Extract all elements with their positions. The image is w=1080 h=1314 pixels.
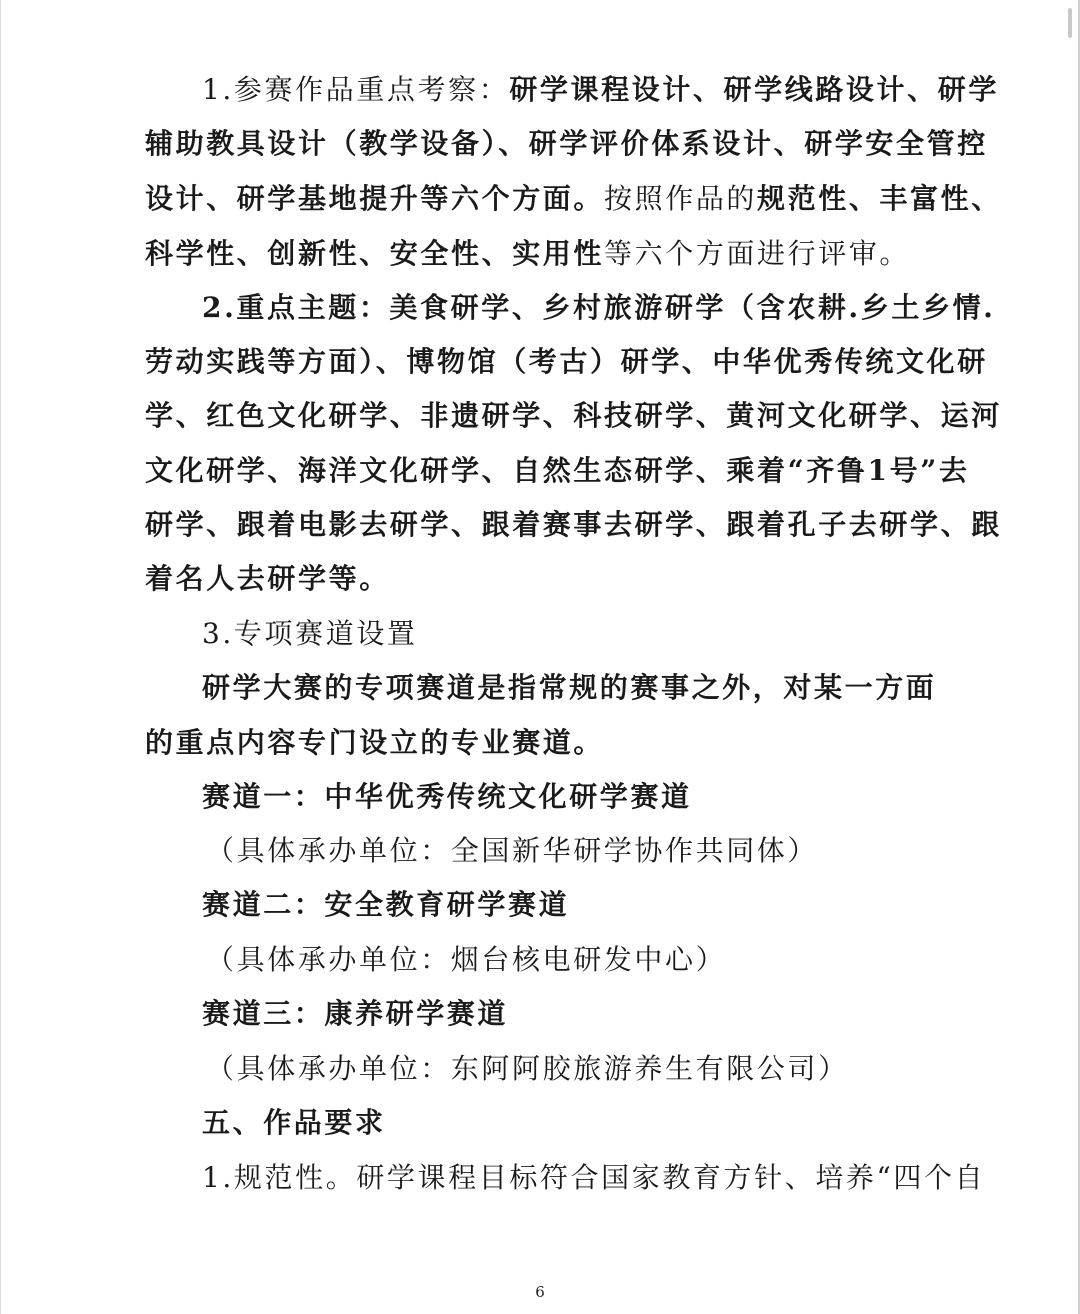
text-run: 辅助教具设计（教学设备）、研学评价体系设计、研学安全管控 xyxy=(145,127,988,160)
page-number: 6 xyxy=(535,1283,545,1301)
item3-desc-line-2: 的重点内容专门设立的专业赛道。 xyxy=(145,726,605,759)
section-5-heading: 五、作品要求 xyxy=(202,1106,386,1139)
text-run: 研学课程设计、研学线路设计、研学 xyxy=(509,73,999,106)
section-5-item1-line: 1.规范性。研学课程目标符合国家教育方针、培养“四个自 xyxy=(202,1161,986,1194)
item1-line-1 xyxy=(202,70,999,110)
item3-desc-line-1: 研学大赛的专项赛道是指常规的赛事之外，对某一方面 xyxy=(202,671,937,704)
text-run: 按照作品的 xyxy=(604,182,758,215)
item1-line-4 xyxy=(145,234,910,274)
track-3-host: （具体承办单位：东阿阿胶旅游养生有限公司） xyxy=(206,1052,849,1085)
item2-line-4: 文化研学、海洋文化研学、自然生态研学、乘着“齐鲁1号”去 xyxy=(145,454,970,487)
track-2-host: （具体承办单位：烟台核电研发中心） xyxy=(206,943,727,976)
text-run: 1.参赛作品重点考察： xyxy=(202,73,510,106)
track-1-host: （具体承办单位：全国新华研学协作共同体） xyxy=(206,834,819,867)
track-3-title: 赛道三：康养研学赛道 xyxy=(202,997,509,1030)
text-run: 等六个方面进行评审。 xyxy=(604,237,911,270)
item2-line-1: 2.重点主题：美食研学、乡村旅游研学（含农耕.乡土乡情. xyxy=(202,291,996,324)
track-1-title: 赛道一：中华优秀传统文化研学赛道 xyxy=(202,780,692,813)
text-run: 规范性、丰富性、 xyxy=(757,182,1002,215)
item2-line-3: 学、红色文化研学、非遗研学、科技研学、黄河文化研学、运河 xyxy=(145,399,1002,432)
page-edge-left xyxy=(0,0,1,1314)
scrollbar-thumb[interactable] xyxy=(1068,8,1072,38)
track-2-title: 赛道二：安全教育研学赛道 xyxy=(202,888,570,921)
text-run: 设计、研学基地提升等六个方面。 xyxy=(145,182,605,215)
item2-line-2: 劳动实践等方面）、博物馆（考古）研学、中华优秀传统文化研 xyxy=(145,345,988,378)
item3-heading: 3.专项赛道设置 xyxy=(202,617,418,650)
text-run: 科学性、创新性、安全性、实用性 xyxy=(145,237,605,270)
item1-line-2 xyxy=(145,124,988,164)
item2-line-6: 着名人去研学等。 xyxy=(145,562,390,595)
item2-line-5: 研学、跟着电影去研学、跟着赛事去研学、跟着孔子去研学、跟 xyxy=(145,508,1002,541)
item1-line-3 xyxy=(145,179,1002,219)
